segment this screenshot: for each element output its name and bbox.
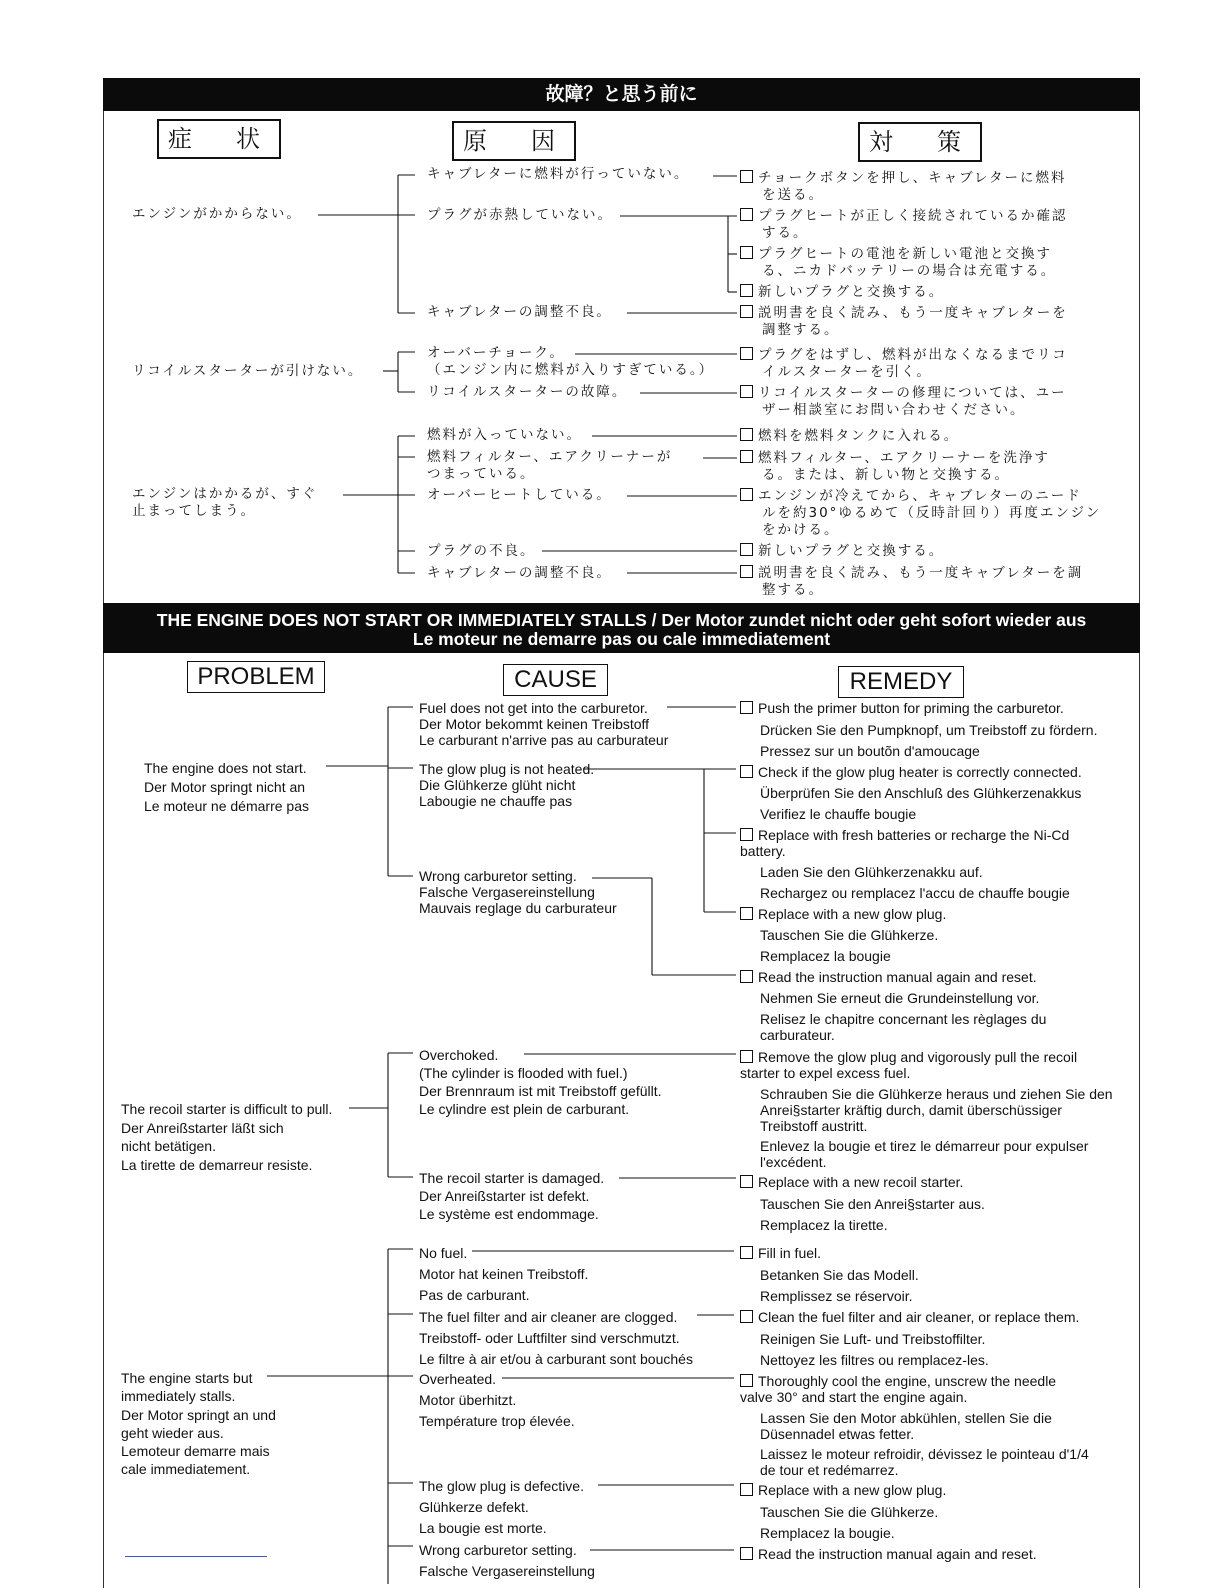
en-title-line1: THE ENGINE DOES NOT START OR IMMEDIATELY STALLS / Der Motor zundet nicht oder geht sofort wieder aus: [156, 610, 1087, 630]
jp-cause-5: リコイルスターターの故障。: [427, 384, 628, 400]
en-remedy-9: Clean the fuel filter and air cleaner, or replace them.: [740, 1309, 1079, 1325]
en-header-problem: PROBLEM: [187, 661, 325, 693]
en-remedy-3-fr: Rechargez ou remplacez l'accu de chauffe bougie: [760, 885, 1070, 901]
en-cause-8: Overheated. Motor überhitzt. Température trop élevée.: [419, 1371, 575, 1429]
jp-cause-6: 燃料が入っていない。: [427, 427, 582, 443]
footnote-rule: [125, 1556, 267, 1557]
jp-remedy-1: チョークボタンを押し、キャブレターに燃料 を送る。: [740, 170, 1067, 204]
jp-cause-10: キャブレターの調整不良。: [427, 565, 612, 581]
jp-cause-2: プラグが赤熱していない。: [427, 207, 613, 223]
en-remedy-8-de: Betanken Sie das Modell.: [760, 1267, 919, 1283]
en-remedy-1-fr: Pressez sur un boutõn d'amoucage: [760, 743, 980, 759]
jp-remedy-7: リコイルスターターの修理については、ユー ザー相談室にお問い合わせください。: [740, 385, 1067, 419]
en-header-remedy: REMEDY: [838, 666, 964, 698]
en-remedy-5-fr: Relisez le chapitre concernant les règlages du carburateur.: [760, 1011, 1047, 1043]
jp-cause-9: プラグの不良。: [427, 543, 536, 559]
jp-cause-4b: （エンジン内に燃料が入りすぎている。）: [427, 362, 715, 378]
jp-header-cause: 原 因: [452, 121, 576, 161]
jp-title: 故障？と思う前に: [545, 83, 698, 105]
en-remedy-8-fr: Remplissez se réservoir.: [760, 1288, 913, 1304]
en-cause-1: Fuel does not get into the carburetor. Der Motor bekommt keinen Treibstoff Le carburant n'arrive pas au carburateur: [419, 700, 669, 748]
en-remedy-6-fr: Enlevez la bougie et tirez le démarreur pour expulser l'excédent.: [760, 1138, 1089, 1170]
jp-cause-7b: つまっている。: [427, 466, 536, 482]
en-remedy-2-de: Überprüfen Sie den Anschluß des Glühkerzenakkus: [760, 785, 1082, 801]
en-remedy-10: Thoroughly cool the engine, unscrew the needle valve 30° and start the engine again.: [740, 1373, 1057, 1405]
jp-problem-2: リコイルスターターが引けない。: [132, 363, 364, 379]
jp-remedy-5: 説明書を良く読み、もう一度キャブレターを 調整する。: [740, 305, 1068, 339]
en-remedy-4: Replace with a new glow plug.: [740, 906, 946, 922]
en-remedy-10-fr: Laissez le moteur refroidir, dévissez le pointeau d'1/4 de tour et redémarrez.: [760, 1446, 1089, 1478]
jp-remedy-12: 説明書を良く読み、もう一度キャブレターを調 整する。: [740, 565, 1083, 599]
en-cause-4: Overchoked. (The cylinder is flooded with fuel.) Der Brennraum ist mit Treibstoff gefüllt. Le cylindre est plein de carburant.: [419, 1047, 662, 1117]
en-remedy-5: Read the instruction manual again and reset.: [740, 969, 1037, 985]
jp-connector-lines: [0, 0, 1224, 600]
en-remedy-4-de: Tauschen Sie die Glühkerze.: [760, 927, 939, 943]
en-cause-3: Wrong carburetor setting. Falsche Vergasereinstellung Mauvais reglage du carburateur: [419, 868, 617, 916]
en-cause-7: The fuel filter and air cleaner are clogged. Treibstoff- oder Luftfilter sind verschmutzt. Le filtre à air et/ou à carburant sont bouchés: [419, 1309, 693, 1367]
jp-remedy-11: 新しいプラグと交換する。: [740, 543, 944, 560]
en-connector-lines: [0, 600, 1224, 1584]
en-cause-9: The glow plug is defective. Glühkerze defekt. La bougie est morte.: [419, 1478, 584, 1536]
en-remedy-1-de: Drücken Sie den Pumpknopf, um Treibstoff zu fördern.: [760, 722, 1098, 738]
en-remedy-7-de: Tauschen Sie den Anrei§starter aus.: [760, 1196, 985, 1212]
en-remedy-2: Check if the glow plug heater is correctly connected.: [740, 764, 1082, 780]
en-remedy-1: Push the primer button for priming the carburetor.: [740, 700, 1064, 716]
jp-remedy-6: プラグをはずし、燃料が出なくなるまでリコ イルスターターを引く。: [740, 347, 1068, 381]
en-cause-10: Wrong carburetor setting. Falsche Vergasereinstellung: [419, 1542, 595, 1579]
jp-cause-3: キャブレターの調整不良。: [427, 304, 612, 320]
en-remedy-3-de: Laden Sie den Glühkerzenakku auf.: [760, 864, 983, 880]
en-remedy-3: Replace with fresh batteries or recharge the Ni-Cd battery.: [740, 827, 1070, 859]
en-remedy-12: Read the instruction manual again and reset.: [740, 1546, 1037, 1562]
en-remedy-11-fr: Remplacez la bougie.: [760, 1525, 895, 1541]
en-remedy-4-fr: Remplacez la bougie: [760, 948, 891, 964]
en-header-cause: CAUSE: [503, 664, 608, 696]
jp-remedy-10: エンジンが冷えてから、キャブレターのニード ルを約30°ゆるめて（反時計回り）再度エンジン をかける。: [740, 488, 1101, 539]
en-cause-2: The glow plug is not heated. Die Glühkerze glüht nicht Labougie ne chauffe pas: [419, 761, 595, 809]
en-remedy-7-fr: Remplacez la tirette.: [760, 1217, 888, 1233]
en-remedy-11: Replace with a new glow plug.: [740, 1482, 946, 1498]
en-title-line2: Le moteur ne demarre pas ou cale immediatement: [412, 629, 831, 649]
jp-remedy-4: 新しいプラグと交換する。: [740, 284, 944, 301]
en-remedy-2-fr: Verifiez le chauffe bougie: [760, 806, 917, 822]
jp-header-remedy: 対 策: [858, 122, 982, 162]
en-cause-6: No fuel. Motor hat keinen Treibstoff. Pas de carburant.: [419, 1245, 589, 1303]
jp-cause-7: 燃料フィルター、エアクリーナーが: [427, 449, 673, 465]
en-remedy-7: Replace with a new recoil starter.: [740, 1174, 963, 1190]
en-remedy-9-fr: Nettoyez les filtres ou remplacez-les.: [760, 1352, 989, 1368]
en-remedy-10-de: Lassen Sie den Motor abkühlen, stellen Sie die Düsennadel etwas fetter.: [760, 1410, 1052, 1442]
jp-remedy-8: 燃料を燃料タンクに入れる。: [740, 428, 959, 445]
jp-header-symptom: 症 状: [157, 119, 281, 159]
en-remedy-5-de: Nehmen Sie erneut die Grundeinstellung vor.: [760, 990, 1040, 1006]
en-problem-2: The recoil starter is difficult to pull. Der Anreißstarter läßt sich nicht betätigen. La tirette de demarreur resiste.: [121, 1101, 333, 1173]
jp-cause-1: キャブレターに燃料が行っていない。: [427, 166, 690, 182]
en-remedy-6-de: Schrauben Sie die Glühkerze heraus und ziehen Sie den Anrei§starter kräftig durch, damit überschüssiger Treibstoff austritt.: [760, 1086, 1113, 1134]
jp-remedy-9: 燃料フィルター、エアクリーナーを洗浄す る。または、新しい物と交換する。: [740, 450, 1050, 484]
en-problem-1: The engine does not start. Der Motor springt nicht an Le moteur ne démarre pas: [144, 760, 309, 814]
en-remedy-9-de: Reinigen Sie Luft- und Treibstoffilter.: [760, 1331, 986, 1347]
jp-remedy-2: プラグヒートが正しく接続されているか確認 する。: [740, 208, 1067, 242]
en-remedy-6: Remove the glow plug and vigorously pull the recoil starter to expel excess fuel.: [740, 1049, 1078, 1081]
en-remedy-11-de: Tauschen Sie die Glühkerze.: [760, 1504, 939, 1520]
jp-remedy-3: プラグヒートの電池を新しい電池と交換す る、ニカドバッテリーの場合は充電する。: [740, 246, 1056, 280]
jp-problem-3a: エンジンはかかるが、すぐ: [132, 486, 318, 502]
jp-problem-1: エンジンがかからない。: [132, 206, 302, 222]
jp-cause-8: オーバーヒートしている。: [427, 487, 612, 503]
jp-problem-3b: 止まってしまう。: [132, 503, 256, 519]
en-remedy-8: Fill in fuel.: [740, 1245, 821, 1261]
en-problem-3: The engine starts but immediately stalls. Der Motor springt an und geht wieder aus. Lemoteur demarre mais cale immediatement.: [121, 1370, 276, 1478]
jp-cause-4: オーバーチョーク。: [427, 345, 565, 361]
en-cause-5: The recoil starter is damaged. Der Anreißstarter ist defekt. Le système est endommage.: [419, 1170, 605, 1222]
